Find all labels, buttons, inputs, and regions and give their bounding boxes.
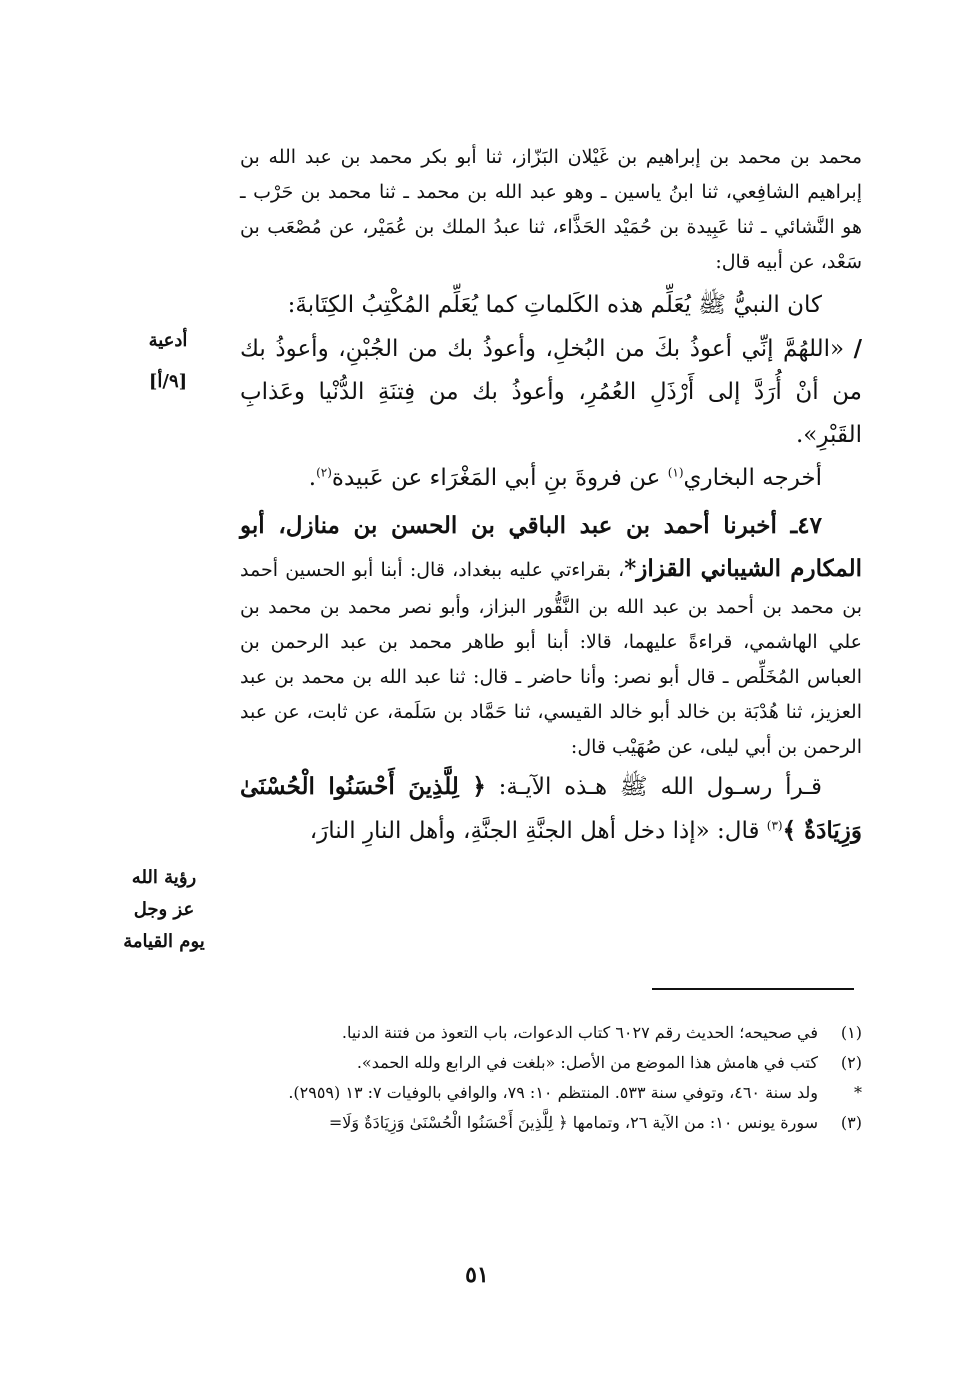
footnote-number: * [854,1083,862,1102]
page-number: ٥١ [465,1262,489,1288]
matn-text-a: قـرأ رسـول الله ﷺ هـذه الآيـة: [485,774,822,800]
footnote-ref-3: (٣) [766,818,783,833]
takhrij-text-a: أخرجه البخاري [683,465,822,491]
takhrij-paragraph [240,457,862,500]
sidenote-ruyah [104,862,224,958]
matn-text-b: قال: «إذا دخل أهل الجنَّةِ الجنَّةِ، وأهل النارِ النارَ، [309,818,767,844]
footnote [150,1108,862,1138]
footnote-number: (٣) [840,1113,862,1132]
footnote-number: (٢) [840,1053,862,1072]
footnote [150,1078,862,1108]
hadith-text [240,327,862,457]
hadith-intro [240,284,862,327]
footnote-text: في صحيحه؛ الحديث رقم ٦٠٢٧ كتاب الدعوات، باب التعوذ من فتنة الدنيا. [341,1023,818,1042]
hadith-intro-text: كان النبيُّ ﷺ يُعَلِّم هذه الكَلماتِ كما يُعَلِّم المُكْتِبُ الكِتَابةَ: [287,292,822,318]
footnote-text: كتب في هامش هذا الموضع من الأصل: «بلغت في الرابع ولله الحمد». [356,1053,818,1072]
footnote [150,1018,862,1048]
hadith-body: «اللهُمَّ إنِّي أعوذُ بكَ من البُخلِ، وأعوذُ بك من الجُبْنِ، وأعوذُ بك من أنْ أُرَدَّ إلى أَرْذَلِ العُمُرِ، وأعوذُ بك من فِتنَةِ الدُّنْيا وعَذابِ القَبْرِ». [240,336,862,448]
footnote [150,1048,862,1078]
footnote-separator [652,988,854,990]
footnotes [150,1018,862,1138]
main-text [240,140,862,853]
hadith-47-heading: ٤٧ـ أخبرنا أحمد بن عبد الباقي بن الحسن بن منازل، أبو المكارم الشيباني القزاز* [240,512,862,582]
hadith-47-paragraph [240,504,862,765]
sidenote-duas: أدعية [148,330,188,351]
footnote-text: ولد سنة ٤٦٠، وتوفي سنة ٥٣٣. المنتظم ١٠: ٧٩، والوافي بالوفيات ٧: ١٣ (٢٩٥٩). [288,1083,818,1102]
hadith-47-isnad: ، بقراءتي عليه ببغداد، قال: أبنا أبو الحسين أحمد بن محمد بن أحمد بن عبد الله بن النَّقُّور البزاز، وأبو نصر محمد بن محمد بن علي الهاشمي، قراءةً عليهما، قالا: أبنا أبو طاهر محمد بن عبد الرحمن بن العباس المُخَلِّص ـ قال أبو نصر: وأنا حاضر ـ قال: ثنا عبد الله بن محمد بن عبد العزيز، ثنا هُدْبَة بن خالد أبو خالد القيسي، ثنا حَمَّاد بن سَلَمة، عن ثابت، عن عبد الرحمن بن أبي ليلى، عن صُهَيْب قال: [240,559,862,758]
takhrij-text-c: . [308,465,317,491]
isnad-paragraph: محمد بن محمد بن إبراهيم بن غَيْلان البَزّاز، ثنا أبو بكر محمد بن عبد الله بن إبراهيم الشافِعي، ثنا ابنُ ياسين ـ وهو عبد الله بن محمد ـ ثنا محمد بن حَرْب ـ هو النَّشائي ـ ثنا عَبِيدة بن حُمَيْد الحَذَّاء، ثنا عبدُ الملك بن عُمَيْر، عن مُصْعَب بن سَعْد، عن أبيه قال: [240,146,862,273]
sidenote-ruyah-line1: رؤية الله [131,867,197,888]
footnote-text: سورة يونس ١٠: من الآية ٢٦، وتمامها ﴿ لِلَّذِينَ أَحْسَنُوا الْحُسْنَىٰ وَزِيَادَةٌ وَلَا= [328,1113,818,1132]
sidenote-folio: [٩/أ] [148,371,188,392]
footnote-ref-1: (١) [667,465,684,480]
footnote-number: (١) [840,1023,862,1042]
folio-slash: / [853,335,862,362]
sidenote-ruyah-line2: عز وجل [133,899,195,920]
quran-verse: ﴿ لِلَّذِينَ أَحْسَنُوا الْحُسْنَىٰ وَزِيَادَةٌ ﴾ [240,773,862,844]
takhrij-text-b: عن فروةَ بنِ أبي المَغْرَاء عن عَبيدة [331,465,668,491]
footnote-ref-2: (٢) [316,465,332,480]
hadith-47-matn [240,765,862,853]
sidenote-ruyah-line3: يوم القيامة [123,931,205,952]
